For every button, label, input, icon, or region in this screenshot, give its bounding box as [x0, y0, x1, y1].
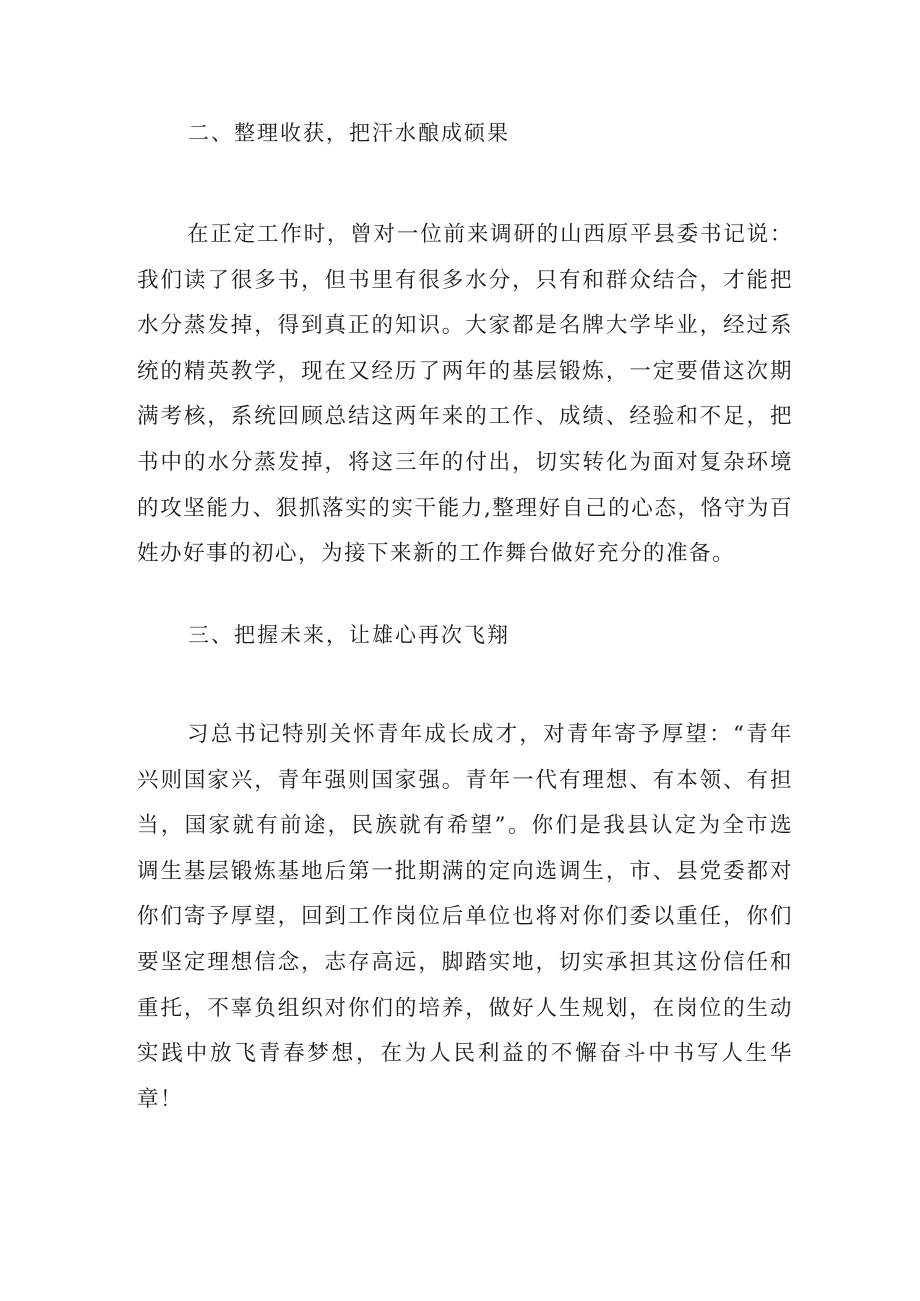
- section-paragraph-3: 习总书记特别关怀青年成长成才，对青年寄予厚望：“青年兴则国家兴，青年强则国家强。青年一代有理想、有本领、有担当，国家就有前途，民族就有希望”。你们是我县认定为全市选调生基层锻炼基地后第一批期满的定向选调生，市、县党委都对你们寄予厚望，回到工作岗位后单位也将对你们委以重任，你们要坚定理想信念，志存高远，脚踏实地，切实承担其这份信任和重托，不辜负组织对你们的培养，做好人生规划，在岗位的生动实践中放飞青春梦想，在为人民利益的不懈奋斗中书写人生华章！: [137, 722, 793, 1112]
- section-heading-3: 三、把握未来，让雄心再次飞翔: [188, 623, 510, 647]
- section-paragraph-2: 在正定工作时，曾对一位前来调研的山西原平县委书记说：我们读了很多书，但书里有很多水分，只有和群众结合，才能把水分蒸发掉，得到真正的知识。大家都是名牌大学毕业，经过系统的精英教学，现在又经历了两年的基层锻炼，一定要借这次期满考核，系统回顾总结这两年来的工作、成绩、经验和不足，把书中的水分蒸发掉，将这三年的付出，切实转化为面对复杂环境的攻坚能力、狠抓落实的实干能力,整理好自己的心态，恪守为百姓办好事的初心，为接下来新的工作舞台做好充分的准备。: [137, 222, 793, 567]
- section-heading-2: 二、整理收获，把汗水酿成硕果: [188, 121, 510, 145]
